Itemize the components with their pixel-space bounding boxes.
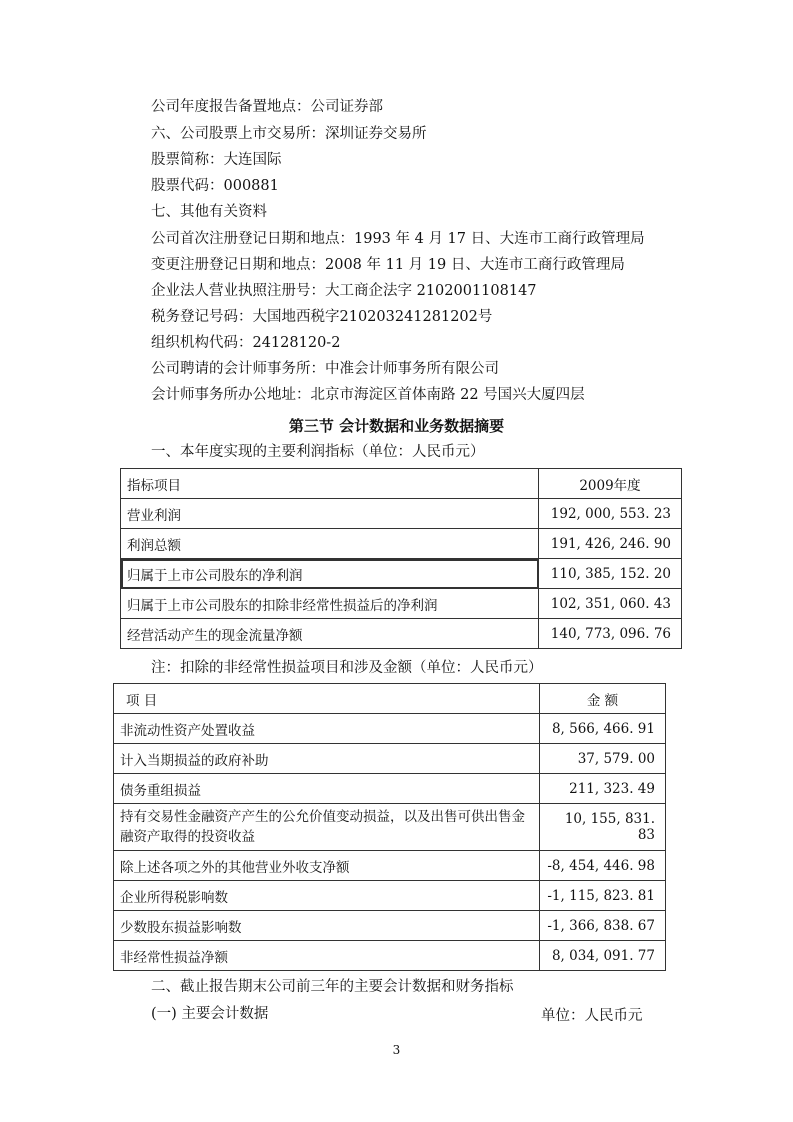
row-value: 8, 034, 091. 77 [540,941,666,971]
row-label: 归属于上市公司股东的扣除非经常性损益后的净利润 [121,589,539,619]
header-cell: 指标项目 [121,469,539,499]
row-value: 191, 426, 246. 90 [539,529,682,559]
note-heading: 注：扣除的非经常性损益项目和涉及金额（单位：人民币元） [151,660,543,676]
unit-label: 单位：人民币元 [541,1008,643,1024]
row-value: -1, 115, 823. 81 [540,881,666,911]
table-row [114,911,666,941]
subsection-heading: 一、本年度实现的主要利润指标（单位：人民币元） [151,444,485,460]
table-row [114,744,666,774]
table-row [114,774,666,804]
row-label: 持有交易性金融资产产生的公允价值变动损益，以及出售可供出售金融资产取得的投资收益 [114,804,540,851]
text-line: 公司年度报告备置地点：公司证券部 [151,99,383,115]
row-label: 债务重组损益 [114,774,540,804]
non-recurring-items-table [113,683,666,971]
row-value: 102, 351, 060. 43 [539,589,682,619]
row-value: 140, 773, 096. 76 [539,619,682,649]
row-value: 110, 385, 152. 20 [539,559,682,589]
text-line: 会计师事务所办公地址：北京市海淀区首体南路 22 号国兴大厦四层 [151,387,585,403]
text-line: 七、其他有关资料 [151,204,267,220]
row-label: 计入当期损益的政府补助 [114,744,540,774]
text-line: 组织机构代码：24128120-2 [151,335,341,351]
text-line: 股票简称：大连国际 [151,152,282,168]
row-value: 37, 579. 00 [540,744,666,774]
table-row [121,499,682,529]
row-label: 经营活动产生的现金流量净额 [121,619,539,649]
table-header-row [114,684,666,714]
table-row [121,529,682,559]
table-row [114,804,666,851]
text-line: 公司首次注册登记日期和地点：1993 年 4 月 17 日、大连市工商行政管理局 [151,231,645,247]
subsection-heading: (一) 主要会计数据 [151,1006,269,1022]
row-value: 10, 155, 831. 83 [540,804,666,851]
text-line: 六、公司股票上市交易所：深圳证券交易所 [151,126,427,142]
header-cell: 2009年度 [539,469,682,499]
header-cell: 项 目 [114,684,540,714]
table-row [114,881,666,911]
table-row [114,714,666,744]
profit-indicators-table [120,468,682,649]
row-label: 归属于上市公司股东的净利润 [121,559,539,589]
table-row [121,589,682,619]
row-label: 营业利润 [121,499,539,529]
text-line: 变更注册登记日期和地点：2008 年 11 月 19 日、大连市工商行政管理局 [151,257,625,273]
table-row [121,619,682,649]
row-value: 192, 000, 553. 23 [539,499,682,529]
row-value: 211, 323. 49 [540,774,666,804]
table-row [121,559,682,589]
row-label: 除上述各项之外的其他营业外收支净额 [114,851,540,881]
row-label: 少数股东损益影响数 [114,911,540,941]
text-line: 公司聘请的会计师事务所：中准会计师事务所有限公司 [151,361,499,377]
table-row [114,851,666,881]
text-line: 税务登记号码：大国地西税字210203241281202号 [151,309,493,325]
section-title: 第三节 会计数据和业务数据摘要 [288,417,505,435]
row-label: 非流动性资产处置收益 [114,714,540,744]
header-cell: 金 额 [540,684,666,714]
row-label: 企业所得税影响数 [114,881,540,911]
text-line: 企业法人营业执照注册号：大工商企法字 2102001108147 [151,283,537,299]
row-value: -8, 454, 446. 98 [540,851,666,881]
row-value: -1, 366, 838. 67 [540,911,666,941]
subsection-heading: 二、截止报告期末公司前三年的主要会计数据和财务指标 [151,979,514,995]
table-header-row [121,469,682,499]
row-label: 利润总额 [121,529,539,559]
text-line: 股票代码：000881 [151,178,279,194]
row-value: 8, 566, 466. 91 [540,714,666,744]
table-row [114,941,666,971]
row-label: 非经常性损益净额 [114,941,540,971]
page-number: 3 [392,1043,401,1057]
